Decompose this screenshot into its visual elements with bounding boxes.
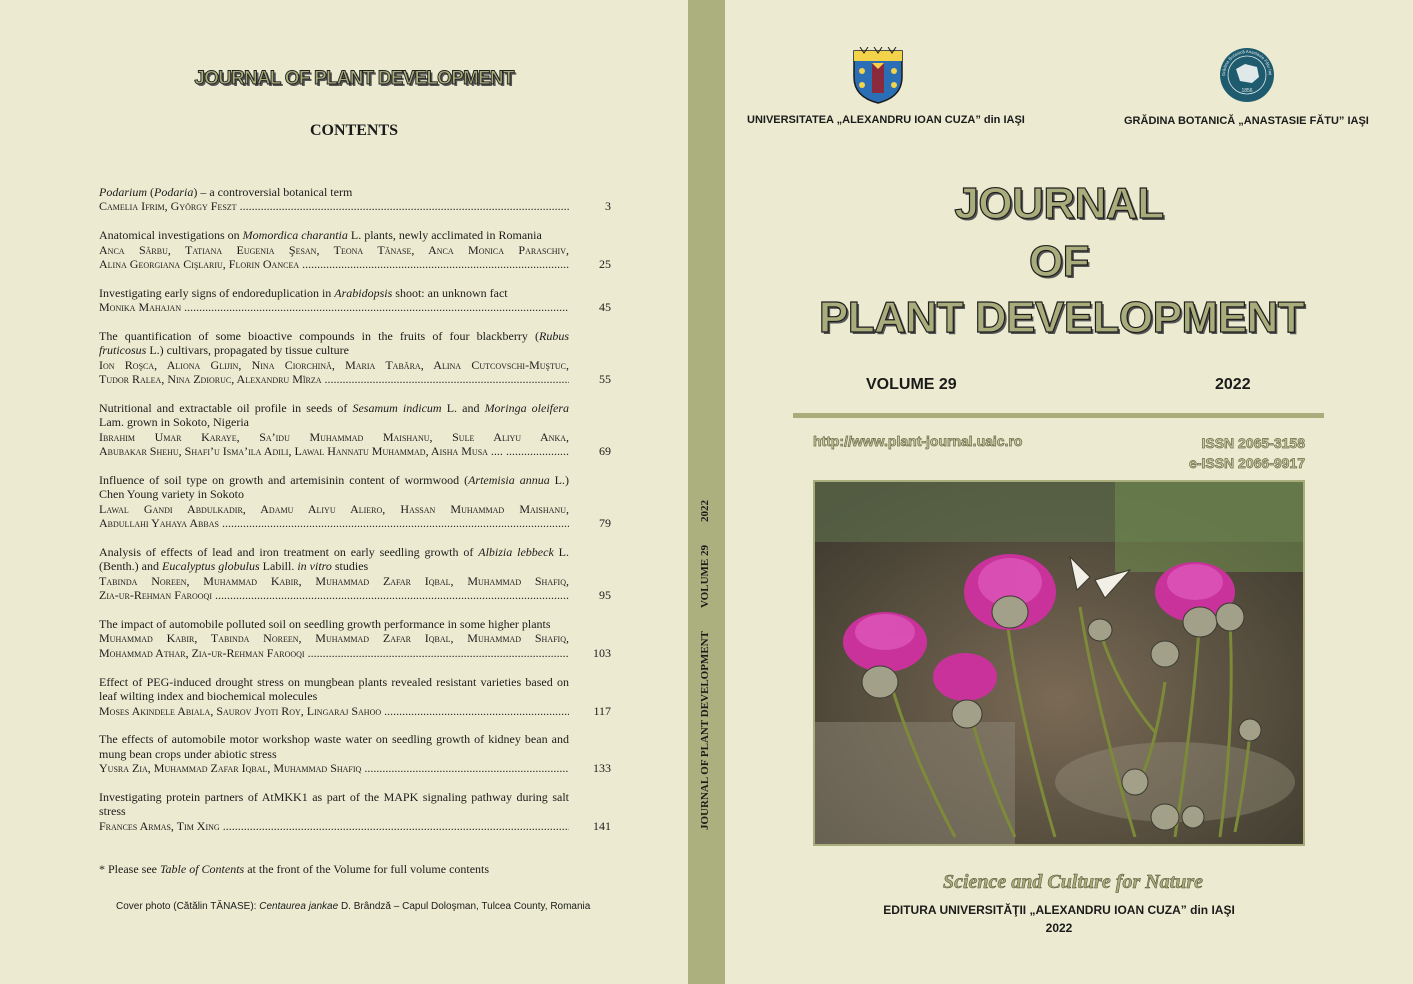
toc-entry bbox=[99, 732, 611, 775]
toc-entry-page: 141 bbox=[593, 818, 611, 833]
spine bbox=[688, 0, 725, 984]
contents-heading: CONTENTS bbox=[309, 122, 399, 139]
spine-volume: VOLUME 29 bbox=[699, 545, 711, 609]
volume-label: VOLUME 29 bbox=[866, 376, 957, 393]
toc-entry-authors: Ibrahim Umar Karaye, Sa’idu Muhammad Maishanu, Sule Aliyu Anka, bbox=[99, 429, 569, 444]
toc-entry bbox=[99, 401, 611, 459]
toc-entry-authors: Abdullahi Yahaya Abbas ..... bbox=[99, 516, 569, 530]
toc-entry-authors: Ion Roşca, Aliona Glijin, Nina Ciorchină, Maria Tabăra, Alina Cutcovschi-Muştuc, bbox=[99, 357, 569, 372]
toc-entry-page: 117 bbox=[593, 703, 611, 718]
toc-entry-authors: Lawal Gandi Abdulkadir, Adamu Aliyu Aliero, Hassan Muhammad Maishanu, bbox=[99, 501, 569, 516]
toc-entry-title: Nutritional and extractable oil profile in seeds of Sesamum indicum L. and Moringa oleifera Lam. grown in Sokoto, Nigeria bbox=[99, 401, 569, 430]
cover-photo bbox=[813, 480, 1305, 846]
toc-entry bbox=[99, 286, 611, 315]
toc-entry-title: The effects of automobile motor workshop waste water on seedling growth of kidney bean and mung bean crops under abiotic stress bbox=[99, 732, 569, 761]
cover-photo-credit: Cover photo (Cătălin TĂNASE): Centaurea jankae D. Brândză – Capul Doloşman, Tulcea County, Romania bbox=[116, 901, 591, 912]
toc-entry-title: Analysis of effects of lead and iron treatment on early seedling growth of Albizia lebbeck L. (Benth.) and Eucalyptus globulus Labill. in vitro studies bbox=[99, 545, 569, 574]
toc-entry bbox=[99, 473, 611, 531]
divider-rule bbox=[793, 413, 1324, 418]
toc-entry-title: Investigating early signs of endoreduplication in Arabidopsis shoot: an unknown fact bbox=[99, 285, 508, 300]
toc-entry bbox=[99, 790, 611, 833]
toc-entry bbox=[99, 185, 611, 214]
toc-entry-title: Anatomical investigations on Momordica charantia L. plants, newly acclimated in Romania bbox=[99, 228, 542, 243]
issn: ISSN 2065-3158 bbox=[1201, 435, 1305, 451]
toc-entry-title: The impact of automobile polluted soil on seedling growth performance in some higher plants bbox=[99, 617, 551, 632]
toc-entry bbox=[99, 617, 611, 660]
toc-entry-authors: Mohammad Athar, Zia-ur-Rehman Farooqi ..... bbox=[99, 646, 569, 660]
toc-entry-title: Podarium (Podaria) – a controversial botanical term bbox=[99, 185, 353, 199]
toc-entry-authors: Muhammad Kabir, Tabinda Noreen, Muhammad Zafar Iqbal, Muhammad Shafiq, bbox=[99, 631, 569, 646]
back-journal-title: JOURNAL OF PLANT DEVELOPMENT bbox=[194, 68, 514, 89]
toc-entry-authors: Tudor Ralea, Nina Zdioruc, Alexandru Mîrza ..... bbox=[99, 372, 569, 386]
toc-entry-title: Investigating protein partners of AtMKK1 as part of the MAPK signaling pathway during salt stress bbox=[99, 789, 569, 819]
toc-entry-authors: Anca Sârbu, Tatiana Eugenia Şesan, Teona Tănase, Anca Monica Paraschiv, bbox=[99, 242, 569, 257]
toc-entry bbox=[99, 675, 611, 718]
toc-entry-authors: Moses Akindele Abiala, Saurov Jyoti Roy, Lingaraj Sahoo ..... bbox=[99, 704, 569, 718]
toc-entry-title: The quantification of some bioactive compounds in the fruits of four blackberry (Rubus fruticosus L.) cultivars, propagated by tissue culture bbox=[99, 329, 569, 358]
university-name: UNIVERSITATEA „ALEXANDRU IOAN CUZA” din IAŞI bbox=[747, 114, 1025, 126]
toc-entry-page: 69 bbox=[599, 444, 611, 459]
toc-entry bbox=[99, 545, 611, 603]
front-title-line3: PLANT DEVELOPMENT bbox=[818, 293, 1305, 342]
e-issn: e-ISSN 2066-9917 bbox=[1189, 455, 1305, 471]
toc-entry-authors: Zia-ur-Rehman Farooqi ..... bbox=[99, 588, 569, 602]
toc-entry-authors: Camelia Ifrim, György Feszt ..... bbox=[99, 199, 569, 213]
garden-seal-year: 1856 bbox=[1241, 88, 1253, 94]
toc-entry-page: 3 bbox=[605, 199, 611, 214]
spine-text bbox=[699, 500, 711, 830]
publisher: EDITURA UNIVERSITĂŢII „ALEXANDRU IOAN CUZA” din IAŞI bbox=[883, 903, 1235, 917]
journal-url: http://www.plant-journal.uaic.ro bbox=[813, 433, 1023, 449]
toc-entry-page: 95 bbox=[599, 588, 611, 603]
spine-title: JOURNAL OF PLANT DEVELOPMENT bbox=[699, 631, 711, 830]
table-of-contents bbox=[99, 185, 611, 848]
thistle-flowers-photo bbox=[815, 482, 1303, 844]
publication-year: 2022 bbox=[1045, 921, 1073, 935]
toc-entry-page: 133 bbox=[593, 761, 611, 776]
year-label: 2022 bbox=[1215, 376, 1251, 393]
footnote: * Please see Table of Contents at the front of the Volume for full volume contents bbox=[99, 862, 490, 876]
toc-entry-page: 25 bbox=[599, 257, 611, 272]
toc-entry-authors: Yusra Zia, Muhammad Zafar Iqbal, Muhammad Shafiq ..... bbox=[99, 761, 569, 775]
spine-year: 2022 bbox=[699, 500, 711, 522]
botanical-garden-seal-icon bbox=[1219, 47, 1275, 103]
toc-entry-authors: Frances Armas, Tim Xing ..... bbox=[99, 819, 569, 833]
toc-entry bbox=[99, 228, 611, 271]
toc-entry-title: Effect of PEG-induced drought stress on mungbean plants revealed resistant varieties based on leaf wilting index and biochemical molecules bbox=[99, 674, 569, 704]
toc-entry-page: 55 bbox=[599, 372, 611, 387]
toc-entry-page: 45 bbox=[599, 300, 611, 315]
toc-entry-authors: Tabinda Noreen, Muhammad Kabir, Muhammad Zafar Iqbal, Muhammad Shafiq, bbox=[99, 573, 569, 588]
toc-entry-authors: Abubakar Shehu, Shafi’u Isma’ila Adili, Lawal Hannatu Muhammad, Aisha Musa .... ..... bbox=[99, 444, 569, 458]
toc-entry bbox=[99, 329, 611, 387]
university-crest-icon bbox=[850, 47, 906, 105]
front-title-line2: OF bbox=[1028, 237, 1090, 286]
botanical-garden-name: GRĂDINA BOTANICĂ „ANASTASIE FĂTU” IAŞI bbox=[1124, 115, 1369, 127]
toc-entry-page: 103 bbox=[593, 645, 611, 660]
toc-entry-title: Influence of soil type on growth and artemisinin content of wormwood (Artemisia annua L.) Chen Young variety in Sokoto bbox=[99, 473, 569, 502]
toc-entry-authors: Alina Georgiana Cişlariu, Florin Oancea ..... bbox=[99, 257, 569, 271]
front-title-line1: JOURNAL bbox=[954, 179, 1164, 228]
garden-seal-text: Grădina Botanică Anastasie Fătu Iaş bbox=[1220, 48, 1274, 77]
toc-entry-page: 79 bbox=[599, 516, 611, 531]
slogan: Science and Culture for Nature bbox=[942, 871, 1204, 893]
toc-entry-authors: Monika Mahajan ..... bbox=[99, 300, 569, 314]
